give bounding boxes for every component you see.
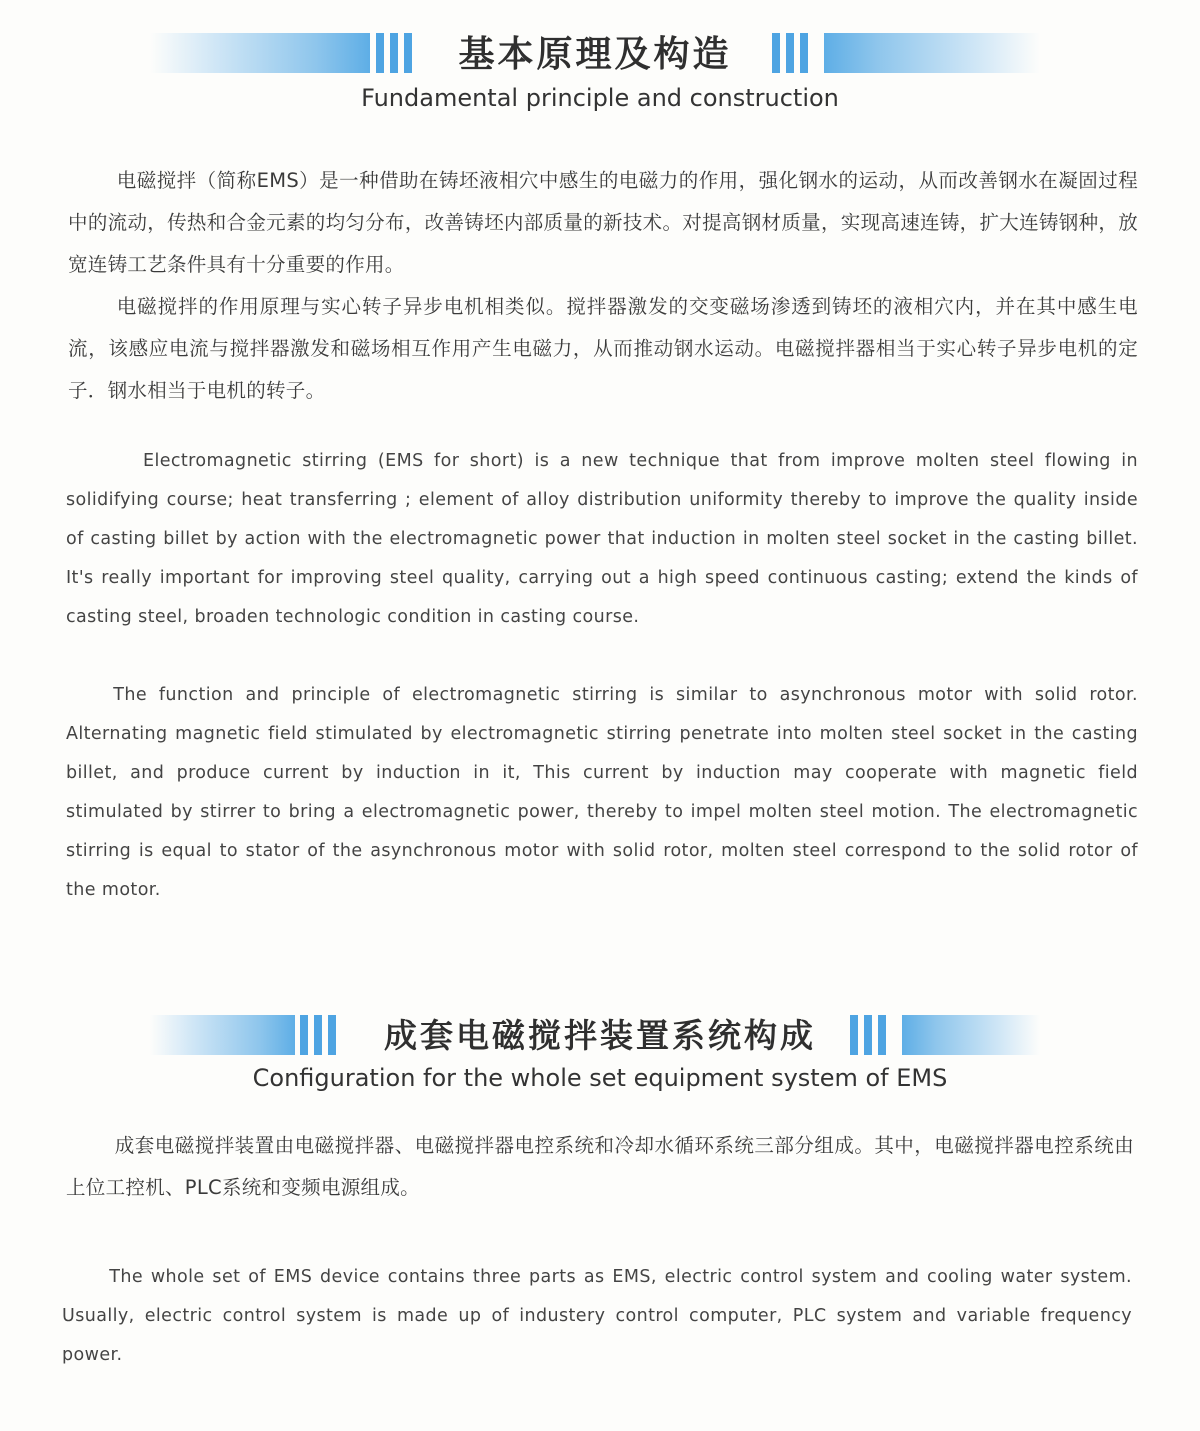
title-banner-right xyxy=(772,33,1040,73)
paragraph-zh-1: 电磁搅拌（简称EMS）是一种借助在铸坯液相穴中感生的电磁力的作用，强化钢水的运动，从而改善钢水在凝固过程中的流动，传热和合金元素的均匀分布，改善铸坯内部质量的新技术。对提高钢材质量，实现高速连铸，扩大连铸钢种，放宽连铸工艺条件具有十分重要的作用。 xyxy=(68,169,1138,276)
paragraph-zh-3: 成套电磁搅拌装置由电磁搅拌器、电磁搅拌器电控系统和冷却水循环系统三部分组成。其中，电磁搅拌器电控系统由上位工控机、PLC系统和变频电源组成。 xyxy=(66,1134,1134,1199)
section-1-title-en: Fundamental principle and construction xyxy=(361,84,839,112)
title-banner-right-2 xyxy=(850,1015,1040,1055)
section-1-title-zh: 基本原理及构造 xyxy=(458,34,732,75)
paragraph-en-3: The whole set of EMS device contains three parts as EMS, electric control system and cooling water system. Usually, electric control system is made up of industery control computer, PLC system and variable frequency power. xyxy=(62,1267,1132,1365)
paragraph-en-1: Electromagnetic stirring (EMS for short) is a new technique that from improve molten steel flowing in solidifying course; heat transferring ; element of alloy distribution uniformity thereby to improve the quality inside of casting billet by action with the electromagnetic power that induction in molten steel socket in the casting billet. It's really important for improving steel quality, carrying out a high speed continuous casting; extend the kinds of casting steel, broaden technologic condition in casting course. xyxy=(66,451,1138,627)
title-banner-left xyxy=(150,33,410,73)
paragraph-zh-2: 电磁搅拌的作用原理与实心转子异步电机相类似。搅拌器激发的交变磁场渗透到铸坯的液相穴内，并在其中感生电流，该感应电流与搅拌器激发和磁场相互作用产生电磁力，从而推动钢水运动。电磁搅拌器相当于实心转子异步电机的定子．钢水相当于电机的转子。 xyxy=(68,295,1138,402)
section-2-title-en: Configuration for the whole set equipment system of EMS xyxy=(252,1064,948,1092)
section-2-title-zh: 成套电磁搅拌装置系统构成 xyxy=(384,1016,816,1055)
title-banner-left-2 xyxy=(150,1015,350,1055)
paragraph-en-2: The function and principle of electromagnetic stirring is similar to asynchronous motor with solid rotor. Alternating magnetic field stimulated by electromagnetic stirring penetrate into molten steel socket in the casting billet, and produce current by induction in it, This current by induction may cooperate with magnetic field stimulated by stirrer to bring a electromagnetic power, thereby to impel molten steel motion. The electromagnetic stirring is equal to stator of the asynchronous motor with solid rotor, molten steel correspond to the solid rotor of the motor. xyxy=(66,685,1138,900)
